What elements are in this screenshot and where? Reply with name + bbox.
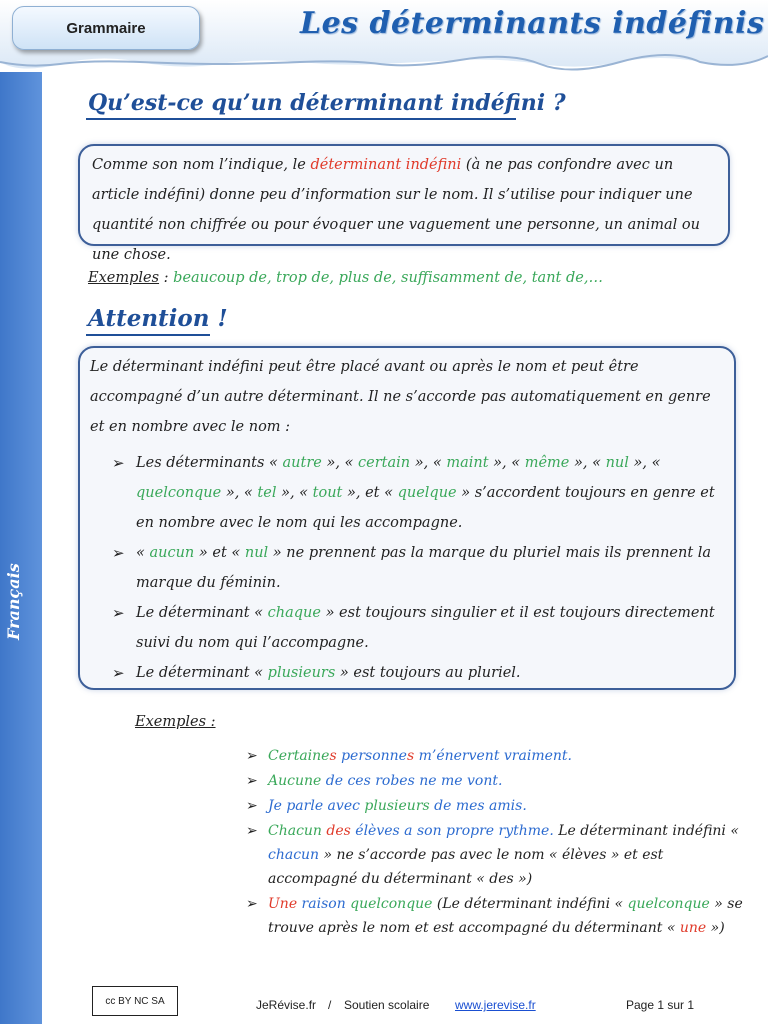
- rule-text: » s’accordent toujours en genre et en nombre avec le nom qui les accompagne.: [136, 485, 715, 531]
- keyword: certain: [358, 455, 411, 471]
- arrow-bullet-icon: ➢: [112, 544, 125, 562]
- keyword: plusieurs: [267, 665, 336, 681]
- example-text: »): [706, 920, 725, 936]
- keyword: autre: [282, 455, 322, 471]
- arrow-bullet-icon: ➢: [246, 798, 258, 814]
- second-determiner: quelconque: [345, 896, 433, 912]
- rule-text: Le déterminant «: [136, 665, 268, 681]
- arrow-bullet-icon: ➢: [246, 748, 258, 764]
- rule-text: » est toujours singulier et il est toujours directement suivi du nom qui l’accompagne.: [136, 605, 715, 651]
- arrow-bullet-icon: ➢: [112, 604, 125, 622]
- noun: élèves a son propre rythme.: [350, 823, 554, 839]
- license-badge[interactable]: cc BY NC SA: [92, 986, 178, 1016]
- definition-term: déterminant indéfini: [310, 157, 462, 173]
- agreement-mark: s: [329, 748, 337, 764]
- arrow-bullet-icon: ➢: [112, 664, 125, 682]
- examples-label: Exemples: [88, 270, 160, 286]
- list-item: [90, 598, 724, 658]
- keyword: chacun: [268, 847, 320, 863]
- keyword: chaque: [267, 605, 321, 621]
- list-item: [90, 538, 724, 598]
- keyword: quelconque: [136, 485, 222, 501]
- rule-text: » et «: [194, 545, 245, 561]
- category-badge: Grammaire: [12, 6, 200, 50]
- rule-text: Les déterminants «: [136, 455, 283, 471]
- page-title: Les déterminants indéfinis: [300, 6, 765, 41]
- determiner: Chacun: [268, 823, 322, 839]
- determiner: Une: [268, 896, 298, 912]
- attention-heading: Attention !: [88, 305, 228, 332]
- rule-text: », «: [221, 485, 258, 501]
- attention-box: [78, 346, 736, 690]
- footer-link[interactable]: www.jerevise.fr: [455, 998, 536, 1012]
- arrow-bullet-icon: ➢: [246, 896, 258, 912]
- keyword: nul: [244, 545, 269, 561]
- example-text: » ne s’accorde pas avec le nom « élèves » et est accompagné du déterminant « des »): [268, 847, 664, 887]
- list-item: [246, 819, 746, 891]
- keyword: tout: [312, 485, 343, 501]
- definition-box: [78, 144, 730, 263]
- keyword: aucun: [149, 545, 195, 561]
- page-number: Page 1 sur 1: [626, 998, 695, 1012]
- attention-intro: Le déterminant indéfini peut être placé avant ou après le nom et peut être accompagné d’un autre déterminant. Il ne s’accorde pas automatiquement en genre et en nombre avec le nom :: [90, 359, 711, 435]
- definition-text: Comme son nom l’indique, le: [92, 157, 311, 173]
- heading-underline: [86, 334, 210, 336]
- rule-text: », «: [628, 455, 661, 471]
- footer-site: JeRévise.fr: [256, 998, 317, 1012]
- rule-text: «: [136, 545, 150, 561]
- example-text: » se trouve après le nom et est accompagné du déterminant «: [268, 896, 743, 936]
- determiner: plusieurs: [364, 798, 430, 814]
- examples-heading: Exemples :: [135, 714, 216, 730]
- list-item: [90, 448, 724, 538]
- subject-label: Français: [4, 563, 23, 641]
- subject-sidebar: [0, 72, 42, 1024]
- keyword: nul: [605, 455, 629, 471]
- rule-text: », et «: [342, 485, 398, 501]
- rule-text: », «: [410, 455, 447, 471]
- example-text: (Le déterminant indéfini «: [432, 896, 628, 912]
- determiner: Aucune: [268, 773, 322, 789]
- list-item: [246, 769, 746, 793]
- keyword: quelque: [397, 485, 457, 501]
- example-text: de mes amis.: [429, 798, 527, 814]
- arrow-bullet-icon: ➢: [112, 454, 125, 472]
- keyword: même: [524, 455, 570, 471]
- list-item: [246, 892, 746, 940]
- examples-list: [246, 744, 746, 941]
- arrow-bullet-icon: ➢: [246, 773, 258, 789]
- noun: personne: [336, 748, 407, 764]
- list-item: [246, 744, 746, 768]
- keyword: maint: [446, 455, 489, 471]
- example-text: ne me vont.: [414, 773, 503, 789]
- examples-separator: :: [159, 270, 174, 286]
- definition-heading: Qu’est-ce qu’un déterminant indéfini ?: [88, 90, 566, 116]
- arrow-bullet-icon: ➢: [246, 823, 258, 839]
- rule-text: », «: [276, 485, 313, 501]
- heading-underline: [86, 118, 516, 120]
- rule-text: » ne prennent pas la marque du pluriel mais ils prennent la marque du féminin.: [136, 545, 712, 591]
- footer-separator: /: [328, 998, 332, 1012]
- keyword: une: [679, 920, 707, 936]
- footer-tagline: Soutien scolaire: [344, 998, 430, 1012]
- examples-line: [88, 270, 603, 286]
- rule-text: » est toujours au pluriel.: [335, 665, 521, 681]
- rule-text: Le déterminant «: [136, 605, 268, 621]
- keyword: tel: [257, 485, 277, 501]
- rule-text: », «: [569, 455, 606, 471]
- list-item: [246, 794, 746, 818]
- noun: de ces robes: [321, 773, 415, 789]
- second-determiner: des: [321, 823, 351, 839]
- definition-text: (à ne pas confondre avec un article indéfini) donne peu d’information sur le nom. Il s’utilise pour indiquer une quantité non chiffrée ou pour évoquer une vaguement une personne, un animal ou une chose.: [92, 157, 700, 263]
- rule-text: », «: [321, 455, 359, 471]
- example-text: m’énervent vraiment.: [414, 748, 572, 764]
- example-text: Je parle avec: [268, 798, 365, 814]
- noun: raison: [297, 896, 346, 912]
- rules-list: [90, 448, 724, 688]
- example-text: Le déterminant indéfini «: [553, 823, 739, 839]
- examples-list: beaucoup de, trop de, plus de, suffisamment de, tant de,…: [173, 270, 603, 286]
- keyword: quelconque: [627, 896, 710, 912]
- rule-text: », «: [488, 455, 525, 471]
- list-item: [90, 658, 724, 688]
- determiner: Certaine: [268, 748, 330, 764]
- page-header: [0, 0, 768, 72]
- agreement-mark: s: [406, 748, 415, 764]
